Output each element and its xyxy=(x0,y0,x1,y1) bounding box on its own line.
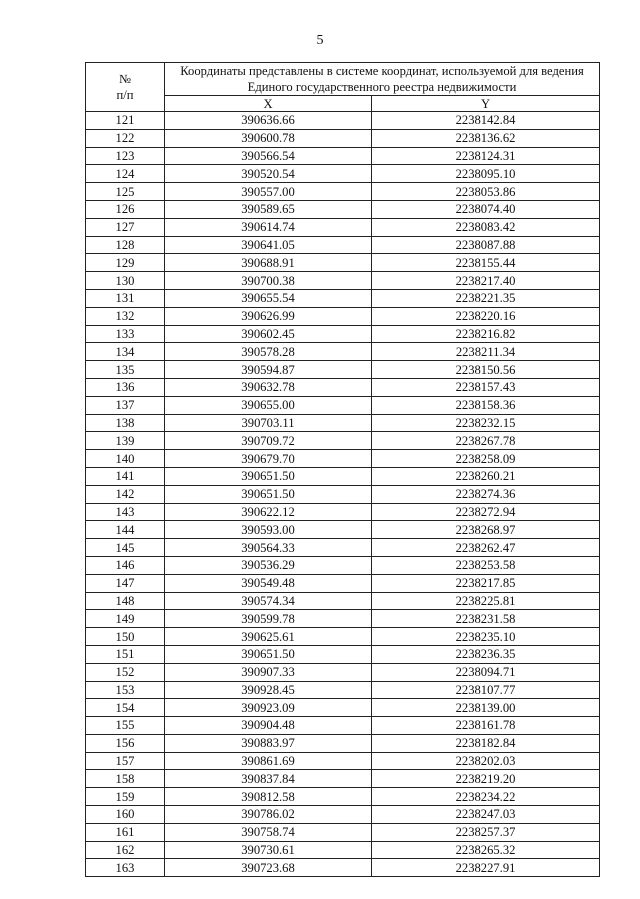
x-coordinate-cell: 390602.45 xyxy=(165,325,372,343)
x-coordinate-cell: 390636.66 xyxy=(165,112,372,130)
point-number-cell: 130 xyxy=(86,272,165,290)
y-coordinate-cell: 2238257.37 xyxy=(372,823,600,841)
point-number-cell: 162 xyxy=(86,841,165,859)
x-column-header: X xyxy=(165,96,372,112)
x-coordinate-cell: 390730.61 xyxy=(165,841,372,859)
x-coordinate-cell: 390812.58 xyxy=(165,788,372,806)
x-coordinate-cell: 390557.00 xyxy=(165,183,372,201)
point-number-cell: 152 xyxy=(86,663,165,681)
x-coordinate-cell: 390578.28 xyxy=(165,343,372,361)
table-row xyxy=(86,734,600,752)
table-row xyxy=(86,485,600,503)
x-coordinate-cell: 390614.74 xyxy=(165,218,372,236)
y-coordinate-cell: 2238211.34 xyxy=(372,343,600,361)
y-coordinate-cell: 2238219.20 xyxy=(372,770,600,788)
y-coordinate-cell: 2238150.56 xyxy=(372,361,600,379)
x-coordinate-cell: 390520.54 xyxy=(165,165,372,183)
y-coordinate-cell: 2238053.86 xyxy=(372,183,600,201)
point-number-cell: 121 xyxy=(86,112,165,130)
y-coordinate-cell: 2238158.36 xyxy=(372,396,600,414)
point-number-cell: 160 xyxy=(86,806,165,824)
x-coordinate-cell: 390923.09 xyxy=(165,699,372,717)
y-coordinate-cell: 2238202.03 xyxy=(372,752,600,770)
x-coordinate-cell: 390655.00 xyxy=(165,396,372,414)
y-coordinate-cell: 2238142.84 xyxy=(372,112,600,130)
table-row xyxy=(86,628,600,646)
point-number-cell: 139 xyxy=(86,432,165,450)
point-number-cell: 153 xyxy=(86,681,165,699)
y-coordinate-cell: 2238217.85 xyxy=(372,574,600,592)
y-coordinate-cell: 2238161.78 xyxy=(372,717,600,735)
y-coordinate-cell: 2238220.16 xyxy=(372,307,600,325)
x-coordinate-cell: 390928.45 xyxy=(165,681,372,699)
x-coordinate-cell: 390700.38 xyxy=(165,272,372,290)
x-coordinate-cell: 390786.02 xyxy=(165,806,372,824)
y-coordinate-cell: 2238258.09 xyxy=(372,450,600,468)
table-row xyxy=(86,556,600,574)
point-number-cell: 154 xyxy=(86,699,165,717)
ordinal-label: п/п xyxy=(116,88,134,102)
x-coordinate-cell: 390626.99 xyxy=(165,307,372,325)
y-coordinate-cell: 2238225.81 xyxy=(372,592,600,610)
y-coordinate-cell: 2238274.36 xyxy=(372,485,600,503)
x-coordinate-cell: 390632.78 xyxy=(165,378,372,396)
x-coordinate-cell: 390883.97 xyxy=(165,734,372,752)
y-column-header: Y xyxy=(372,96,600,112)
y-coordinate-cell: 2238107.77 xyxy=(372,681,600,699)
point-number-cell: 147 xyxy=(86,574,165,592)
table-row xyxy=(86,645,600,663)
point-number-cell: 161 xyxy=(86,823,165,841)
table-row xyxy=(86,307,600,325)
y-coordinate-cell: 2238265.32 xyxy=(372,841,600,859)
row-number-header xyxy=(86,63,165,112)
point-number-cell: 132 xyxy=(86,307,165,325)
table-row xyxy=(86,272,600,290)
point-number-cell: 159 xyxy=(86,788,165,806)
coordinate-system-header: Координаты представлены в системе координат, используемой для ведения Единого государственного реестра недвижимости xyxy=(165,63,600,96)
table-row xyxy=(86,770,600,788)
y-coordinate-cell: 2238157.43 xyxy=(372,378,600,396)
y-coordinate-cell: 2238074.40 xyxy=(372,200,600,218)
number-sign-label: № xyxy=(118,72,132,86)
point-number-cell: 149 xyxy=(86,610,165,628)
table-row xyxy=(86,414,600,432)
y-coordinate-cell: 2238247.03 xyxy=(372,806,600,824)
table-row xyxy=(86,806,600,824)
table-row xyxy=(86,699,600,717)
y-coordinate-cell: 2238139.00 xyxy=(372,699,600,717)
point-number-cell: 163 xyxy=(86,859,165,877)
table-row xyxy=(86,467,600,485)
table-row xyxy=(86,610,600,628)
point-number-cell: 122 xyxy=(86,129,165,147)
x-coordinate-cell: 390907.33 xyxy=(165,663,372,681)
y-coordinate-cell: 2238232.15 xyxy=(372,414,600,432)
x-coordinate-cell: 390651.50 xyxy=(165,645,372,663)
y-coordinate-cell: 2238234.22 xyxy=(372,788,600,806)
point-number-cell: 134 xyxy=(86,343,165,361)
point-number-cell: 146 xyxy=(86,556,165,574)
x-coordinate-cell: 390593.00 xyxy=(165,521,372,539)
y-coordinate-cell: 2238267.78 xyxy=(372,432,600,450)
point-number-cell: 151 xyxy=(86,645,165,663)
table-row xyxy=(86,165,600,183)
y-coordinate-cell: 2238268.97 xyxy=(372,521,600,539)
x-coordinate-cell: 390566.54 xyxy=(165,147,372,165)
table-row xyxy=(86,396,600,414)
x-coordinate-cell: 390594.87 xyxy=(165,361,372,379)
point-number-cell: 144 xyxy=(86,521,165,539)
point-number-cell: 158 xyxy=(86,770,165,788)
x-coordinate-cell: 390600.78 xyxy=(165,129,372,147)
y-coordinate-cell: 2238136.62 xyxy=(372,129,600,147)
table-row xyxy=(86,147,600,165)
y-coordinate-cell: 2238272.94 xyxy=(372,503,600,521)
y-coordinate-cell: 2238235.10 xyxy=(372,628,600,646)
x-coordinate-cell: 390625.61 xyxy=(165,628,372,646)
y-coordinate-cell: 2238231.58 xyxy=(372,610,600,628)
table-row xyxy=(86,450,600,468)
table-row xyxy=(86,521,600,539)
table-row xyxy=(86,289,600,307)
point-number-cell: 157 xyxy=(86,752,165,770)
y-coordinate-cell: 2238155.44 xyxy=(372,254,600,272)
table-row xyxy=(86,841,600,859)
x-coordinate-cell: 390651.50 xyxy=(165,467,372,485)
y-coordinate-cell: 2238087.88 xyxy=(372,236,600,254)
y-coordinate-cell: 2238094.71 xyxy=(372,663,600,681)
x-coordinate-cell: 390589.65 xyxy=(165,200,372,218)
point-number-cell: 135 xyxy=(86,361,165,379)
table-row xyxy=(86,254,600,272)
y-coordinate-cell: 2238216.82 xyxy=(372,325,600,343)
x-coordinate-cell: 390641.05 xyxy=(165,236,372,254)
point-number-cell: 140 xyxy=(86,450,165,468)
point-number-cell: 127 xyxy=(86,218,165,236)
point-number-cell: 131 xyxy=(86,289,165,307)
table-row xyxy=(86,432,600,450)
table-row xyxy=(86,343,600,361)
table-row xyxy=(86,378,600,396)
table-row xyxy=(86,717,600,735)
x-coordinate-cell: 390703.11 xyxy=(165,414,372,432)
table-row xyxy=(86,592,600,610)
y-coordinate-cell: 2238260.21 xyxy=(372,467,600,485)
table-header-row xyxy=(86,63,600,96)
point-number-cell: 148 xyxy=(86,592,165,610)
point-number-cell: 150 xyxy=(86,628,165,646)
coordinates-table xyxy=(85,62,600,877)
point-number-cell: 125 xyxy=(86,183,165,201)
table-row xyxy=(86,788,600,806)
point-number-cell: 136 xyxy=(86,378,165,396)
x-coordinate-cell: 390709.72 xyxy=(165,432,372,450)
table-row xyxy=(86,681,600,699)
point-number-cell: 145 xyxy=(86,539,165,557)
point-number-cell: 133 xyxy=(86,325,165,343)
point-number-cell: 155 xyxy=(86,717,165,735)
table-row xyxy=(86,236,600,254)
table-row xyxy=(86,663,600,681)
table-row xyxy=(86,218,600,236)
point-number-cell: 142 xyxy=(86,485,165,503)
x-coordinate-cell: 390549.48 xyxy=(165,574,372,592)
table-row xyxy=(86,539,600,557)
y-coordinate-cell: 2238124.31 xyxy=(372,147,600,165)
table-row xyxy=(86,859,600,877)
y-coordinate-cell: 2238083.42 xyxy=(372,218,600,236)
x-coordinate-cell: 390837.84 xyxy=(165,770,372,788)
table-row xyxy=(86,325,600,343)
point-number-cell: 138 xyxy=(86,414,165,432)
x-coordinate-cell: 390574.34 xyxy=(165,592,372,610)
point-number-cell: 137 xyxy=(86,396,165,414)
x-coordinate-cell: 390622.12 xyxy=(165,503,372,521)
y-coordinate-cell: 2238253.58 xyxy=(372,556,600,574)
table-row xyxy=(86,503,600,521)
x-coordinate-cell: 390688.91 xyxy=(165,254,372,272)
x-coordinate-cell: 390651.50 xyxy=(165,485,372,503)
point-number-cell: 124 xyxy=(86,165,165,183)
point-number-cell: 141 xyxy=(86,467,165,485)
y-coordinate-cell: 2238182.84 xyxy=(372,734,600,752)
x-coordinate-cell: 390564.33 xyxy=(165,539,372,557)
table-row xyxy=(86,112,600,130)
table-row xyxy=(86,361,600,379)
y-coordinate-cell: 2238217.40 xyxy=(372,272,600,290)
x-coordinate-cell: 390679.70 xyxy=(165,450,372,468)
table-row xyxy=(86,752,600,770)
x-coordinate-cell: 390904.48 xyxy=(165,717,372,735)
point-number-cell: 128 xyxy=(86,236,165,254)
table-row xyxy=(86,183,600,201)
y-coordinate-cell: 2238095.10 xyxy=(372,165,600,183)
table-row xyxy=(86,574,600,592)
x-coordinate-cell: 390723.68 xyxy=(165,859,372,877)
point-number-cell: 143 xyxy=(86,503,165,521)
point-number-cell: 156 xyxy=(86,734,165,752)
table-row xyxy=(86,823,600,841)
y-coordinate-cell: 2238236.35 xyxy=(372,645,600,663)
x-coordinate-cell: 390536.29 xyxy=(165,556,372,574)
x-coordinate-cell: 390758.74 xyxy=(165,823,372,841)
point-number-cell: 129 xyxy=(86,254,165,272)
y-coordinate-cell: 2238221.35 xyxy=(372,289,600,307)
y-coordinate-cell: 2238262.47 xyxy=(372,539,600,557)
x-coordinate-cell: 390655.54 xyxy=(165,289,372,307)
table-body xyxy=(86,112,600,877)
table-row xyxy=(86,200,600,218)
table-row xyxy=(86,129,600,147)
page-number: 5 xyxy=(316,33,324,48)
x-coordinate-cell: 390861.69 xyxy=(165,752,372,770)
point-number-cell: 126 xyxy=(86,200,165,218)
y-coordinate-cell: 2238227.91 xyxy=(372,859,600,877)
point-number-cell: 123 xyxy=(86,147,165,165)
x-coordinate-cell: 390599.78 xyxy=(165,610,372,628)
